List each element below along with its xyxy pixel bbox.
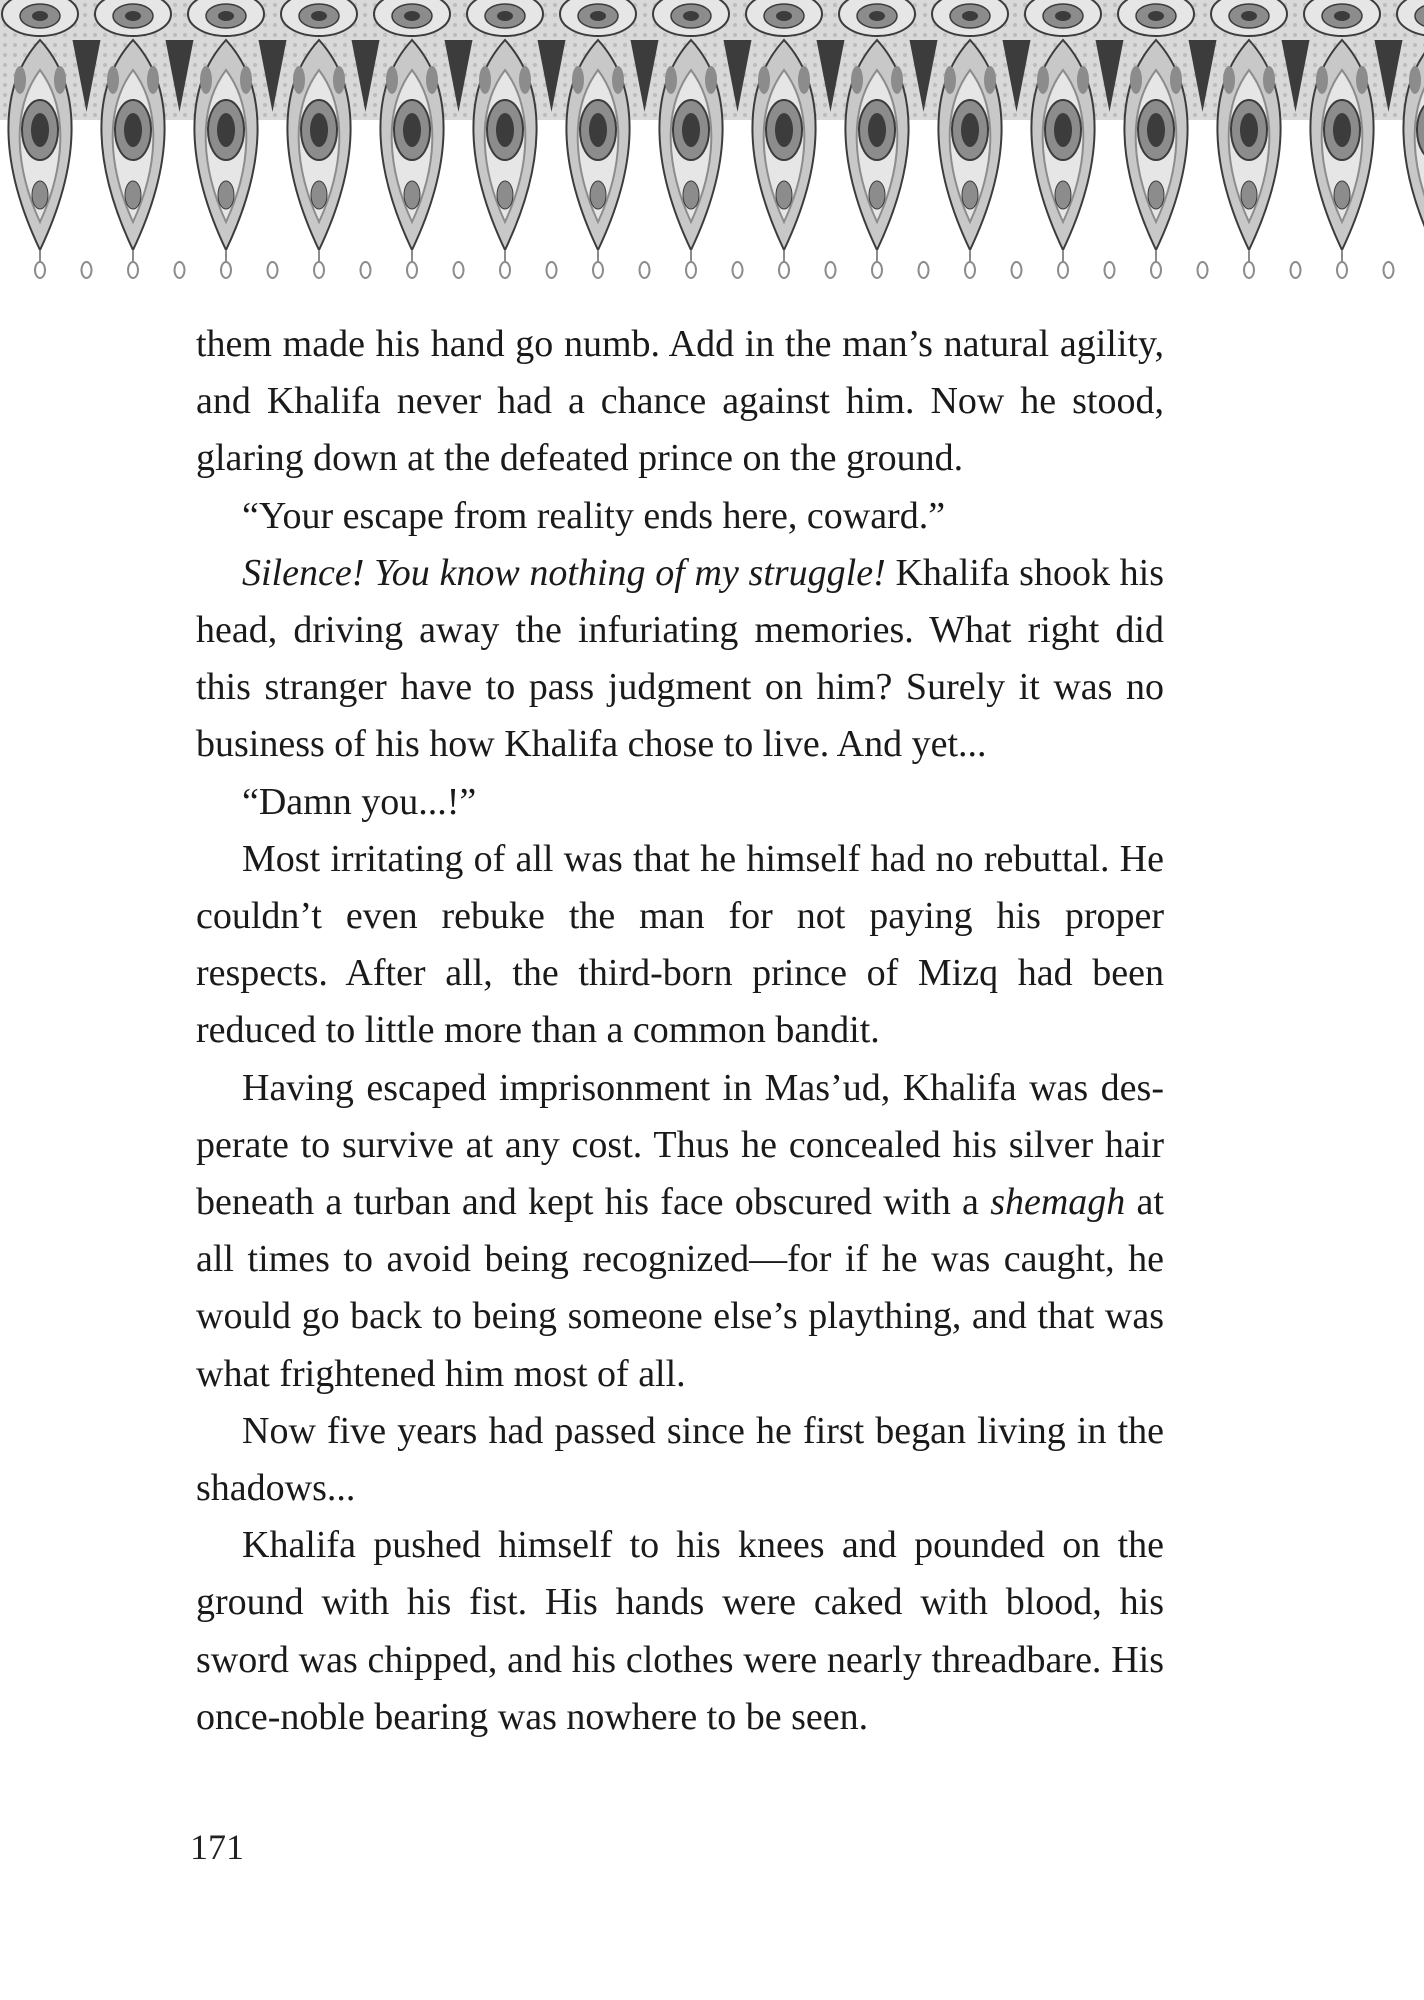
paragraph: Now five years had passed since he first began living in the shadows... [196, 1409, 1164, 1510]
paragraph [196, 545, 1164, 774]
ornamental-border-icon [0, 0, 1424, 290]
paragraph: Khalifa pushed himself to his knees and pounded on the ground with his fist. His hands were caked with blood, his sword was chipped, and his clothes were nearly threadbare. His once-noble bearing was nowhere to be seen. [196, 1524, 1164, 1738]
paragraph: Most irritating of all was that he himself had no rebuttal. He couldn’t even rebuke the man for not paying his proper respects. After all, the third-born prince of Mizq had been reduced to little more than a common bandit. [196, 837, 1164, 1052]
page-number: 171 [190, 1827, 244, 1867]
paragraph: them made his hand go numb. Add in the man’s natural agility, and Khalifa never had a chance against him. Now he stood, glaring down at the defeated prince on the ground. [196, 323, 1164, 480]
text-span: at all times to avoid being recognized—for if he was caught, he would go back to being someone else’s plaything, and that was what frightened him most of all. [196, 1181, 1164, 1395]
paragraph: “Your escape from reality ends here, coward.” [242, 494, 946, 537]
paragraph [196, 1060, 1164, 1403]
italic-text: shemagh [990, 1181, 1126, 1224]
paragraph: “Damn you...!” [242, 780, 477, 823]
text-span: Khalifa shook his head, driving away the infuriating memories. What right did this stranger have to pass judgment on him? Surely it was no business of his how Khalifa chose to live. And yet... [196, 551, 1165, 766]
italic-text: Silence! You know nothing of my struggle! [242, 551, 886, 594]
page-body-text [196, 316, 1164, 1746]
text-span: Having escaped imprisonment in Mas’ud, Khalifa was desperate to survive at any cost. Thus he concealed his silver hair beneath a turban and kept his face obscured with a [196, 1066, 1164, 1224]
